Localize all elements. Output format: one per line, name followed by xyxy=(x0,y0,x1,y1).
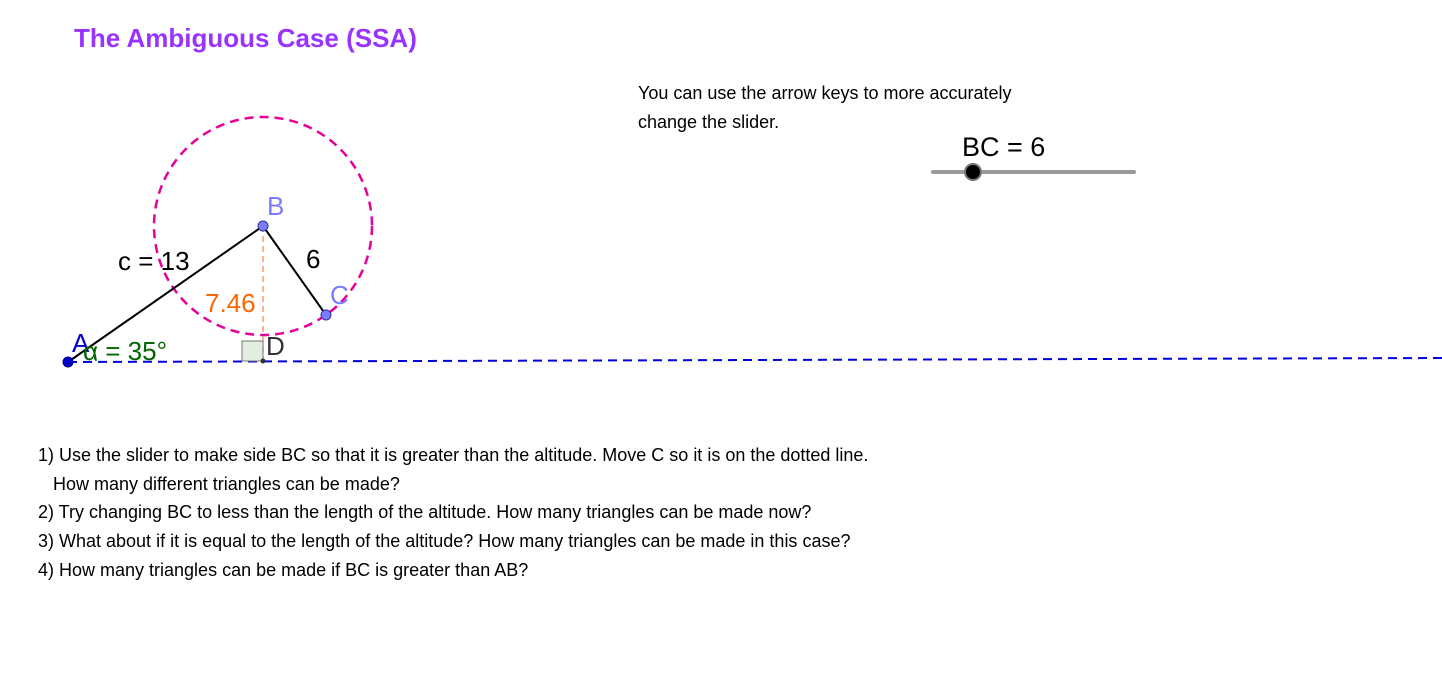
side-bc-label: 6 xyxy=(306,244,321,274)
point-c-label: C xyxy=(330,280,349,310)
slider-hint-line-1: You can use the arrow keys to more accurately xyxy=(638,83,1012,103)
point-a-label: A xyxy=(72,328,90,358)
page-title: The Ambiguous Case (SSA) xyxy=(74,23,417,53)
question-4: 4) How many triangles can be made if BC is greater than AB? xyxy=(38,559,529,580)
side-c-label: c = 13 xyxy=(118,246,190,276)
point-b-label: B xyxy=(267,191,285,221)
question-1: 1) Use the slider to make side BC so that it is greater than the altitude. Move C so it is on the dotted line. xyxy=(38,445,869,465)
bc-slider-caption: BC = 6 xyxy=(962,132,1046,162)
point-d xyxy=(261,359,266,364)
question-1-continued: How many different triangles can be made? xyxy=(53,473,400,494)
point-c[interactable] xyxy=(321,310,331,320)
point-a[interactable] xyxy=(63,357,73,367)
right-angle-marker xyxy=(242,341,263,361)
point-d-label: D xyxy=(266,331,285,361)
altitude-label: 7.46 xyxy=(205,288,256,318)
slider-hint-line-2: change the slider. xyxy=(638,112,780,132)
question-2: 2) Try changing BC to less than the length of the altitude. How many triangles can be made now? xyxy=(38,502,812,523)
angle-alpha-label: α = 35° xyxy=(83,336,167,366)
point-b[interactable] xyxy=(258,221,268,231)
question-3: 3) What about if it is equal to the length of the altitude? How many triangles can be made in this case? xyxy=(38,531,851,552)
question-list xyxy=(38,441,868,585)
